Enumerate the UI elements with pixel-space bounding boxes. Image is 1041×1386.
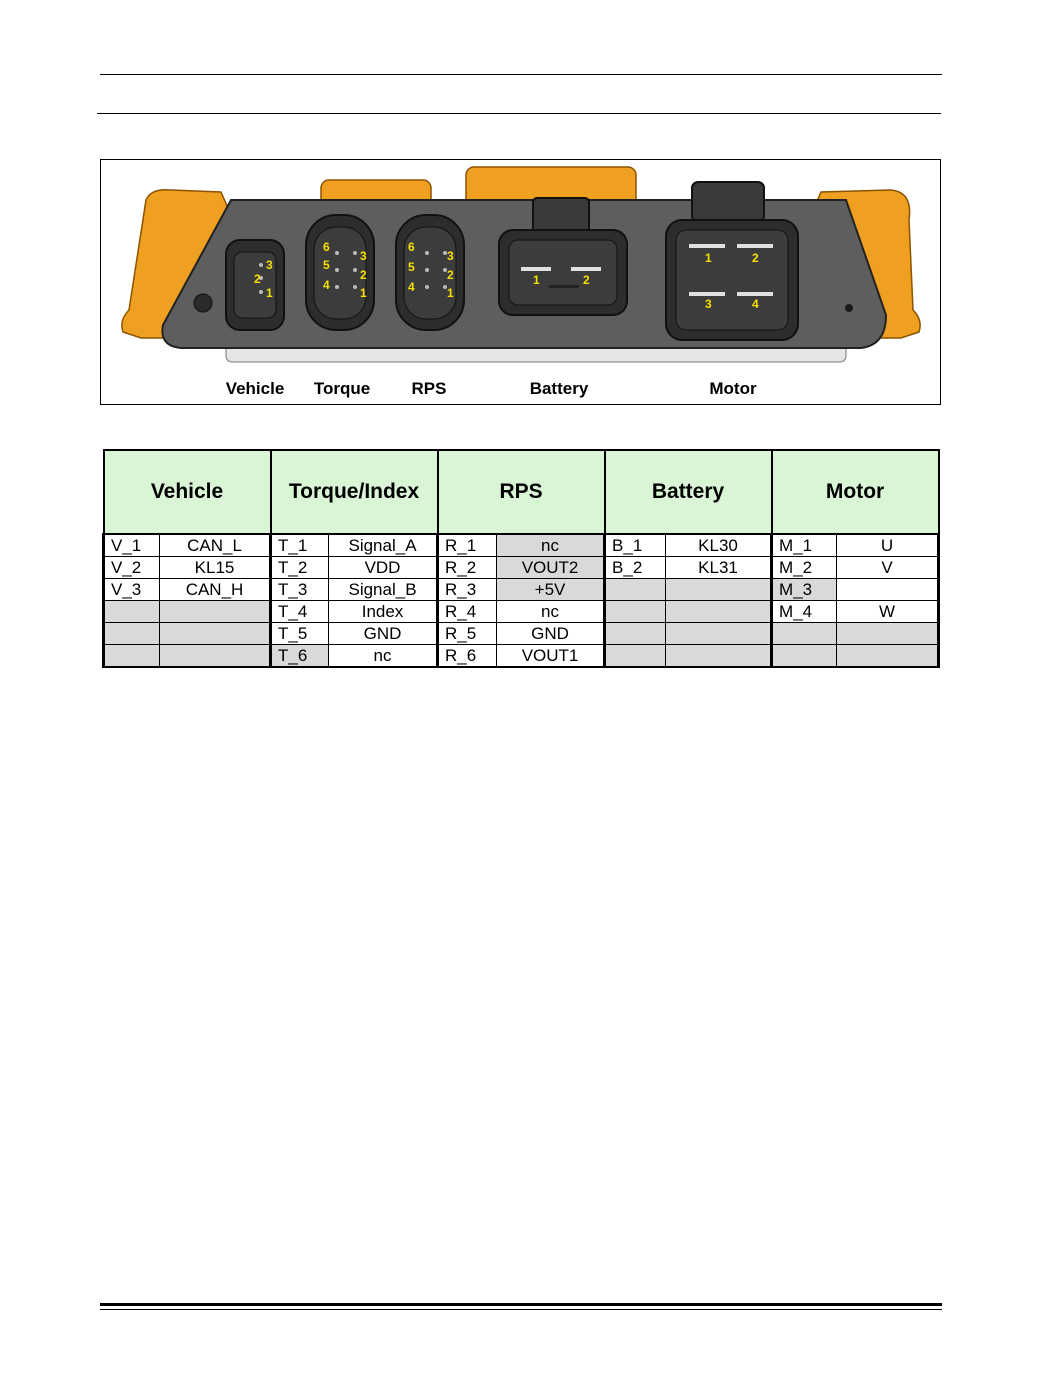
torque-pin-1: 1 — [360, 286, 367, 300]
signal-cell: CAN_L — [160, 534, 271, 557]
signal-cell: VOUT2 — [497, 557, 605, 579]
header-torque-index: Torque/Index — [271, 450, 438, 534]
pin-id-cell — [104, 645, 160, 668]
signal-cell — [666, 645, 772, 668]
pin-id-cell: R_5 — [438, 623, 497, 645]
pin-id-cell — [605, 579, 666, 601]
motor-pin-4: 4 — [752, 297, 759, 311]
pin-id-cell — [104, 601, 160, 623]
motor-pin-1: 1 — [705, 251, 712, 265]
torque-pin-4: 4 — [323, 278, 330, 292]
signal-cell: KL30 — [666, 534, 772, 557]
signal-cell: VOUT1 — [497, 645, 605, 668]
torque-pin-6: 6 — [323, 240, 330, 254]
header-battery: Battery — [605, 450, 772, 534]
pin-id-cell: T_6 — [271, 645, 329, 668]
rps-pin-4: 4 — [408, 280, 415, 294]
pin-id-cell — [605, 623, 666, 645]
signal-cell: VDD — [329, 557, 438, 579]
rps-pin-3: 3 — [447, 249, 454, 263]
vehicle-pin-2: 2 — [254, 272, 261, 286]
rps-pin-1: 1 — [447, 286, 454, 300]
signal-cell: W — [837, 601, 939, 623]
pin-id-cell: M_2 — [772, 557, 837, 579]
label-vehicle: Vehicle — [225, 379, 285, 398]
signal-cell: nc — [497, 601, 605, 623]
table-row — [104, 645, 939, 668]
pin-id-cell: V_1 — [104, 534, 160, 557]
rps-pin-6: 6 — [408, 240, 415, 254]
signal-cell — [160, 623, 271, 645]
torque-pin-3: 3 — [360, 249, 367, 263]
footer-rule-thin — [100, 1309, 942, 1310]
signal-cell — [666, 601, 772, 623]
connector-figure — [100, 159, 941, 405]
table-header-row — [104, 450, 939, 534]
label-torque: Torque — [313, 379, 371, 398]
signal-cell: Signal_B — [329, 579, 438, 601]
table-row — [104, 557, 939, 579]
battery-pin-1: 1 — [533, 273, 540, 287]
signal-cell: CAN_H — [160, 579, 271, 601]
pin-id-cell: T_5 — [271, 623, 329, 645]
signal-cell — [837, 623, 939, 645]
header-rule-top — [100, 74, 942, 75]
header-vehicle: Vehicle — [104, 450, 271, 534]
signal-cell: U — [837, 534, 939, 557]
pin-id-cell — [772, 645, 837, 668]
vehicle-pin-3: 3 — [266, 258, 273, 272]
pin-id-cell: V_3 — [104, 579, 160, 601]
header-rps: RPS — [438, 450, 605, 534]
pin-id-cell — [605, 601, 666, 623]
motor-pin-2: 2 — [752, 251, 759, 265]
pin-id-cell — [104, 623, 160, 645]
table-row — [104, 601, 939, 623]
pin-id-cell — [605, 645, 666, 668]
pin-id-cell: T_3 — [271, 579, 329, 601]
pin-id-cell: R_3 — [438, 579, 497, 601]
controller-illustration — [101, 160, 941, 405]
rps-pin-5: 5 — [408, 260, 415, 274]
header-rule-bottom — [97, 113, 941, 114]
pinout-table — [102, 449, 940, 668]
footer-rule-thick — [100, 1303, 942, 1306]
signal-cell — [837, 579, 939, 601]
pin-id-cell: T_2 — [271, 557, 329, 579]
pin-id-cell — [772, 623, 837, 645]
pin-id-cell: R_1 — [438, 534, 497, 557]
pin-id-cell: B_1 — [605, 534, 666, 557]
table-row — [104, 579, 939, 601]
signal-cell: KL31 — [666, 557, 772, 579]
pin-id-cell: V_2 — [104, 557, 160, 579]
torque-pin-5: 5 — [323, 258, 330, 272]
signal-cell — [160, 645, 271, 668]
battery-pin-2: 2 — [583, 273, 590, 287]
torque-pin-2: 2 — [360, 268, 367, 282]
label-battery: Battery — [529, 379, 589, 398]
pin-id-cell: R_4 — [438, 601, 497, 623]
pin-id-cell: T_1 — [271, 534, 329, 557]
signal-cell — [837, 645, 939, 668]
pin-id-cell: B_2 — [605, 557, 666, 579]
motor-pin-3: 3 — [705, 297, 712, 311]
signal-cell — [666, 579, 772, 601]
signal-cell: V — [837, 557, 939, 579]
signal-cell: GND — [329, 623, 438, 645]
signal-cell: nc — [329, 645, 438, 668]
signal-cell: nc — [497, 534, 605, 557]
table-row — [104, 534, 939, 557]
signal-cell: Index — [329, 601, 438, 623]
rps-pin-2: 2 — [447, 268, 454, 282]
header-motor: Motor — [772, 450, 939, 534]
label-rps: RPS — [411, 379, 447, 398]
signal-cell: +5V — [497, 579, 605, 601]
label-motor: Motor — [709, 379, 757, 398]
vehicle-pin-1: 1 — [266, 286, 273, 300]
pin-id-cell: M_4 — [772, 601, 837, 623]
pin-id-cell: R_6 — [438, 645, 497, 668]
signal-cell — [160, 601, 271, 623]
pin-id-cell: M_3 — [772, 579, 837, 601]
signal-cell: Signal_A — [329, 534, 438, 557]
table-row — [104, 623, 939, 645]
pin-id-cell: R_2 — [438, 557, 497, 579]
pin-id-cell: M_1 — [772, 534, 837, 557]
signal-cell: KL15 — [160, 557, 271, 579]
signal-cell — [666, 623, 772, 645]
signal-cell: GND — [497, 623, 605, 645]
pin-id-cell: T_4 — [271, 601, 329, 623]
